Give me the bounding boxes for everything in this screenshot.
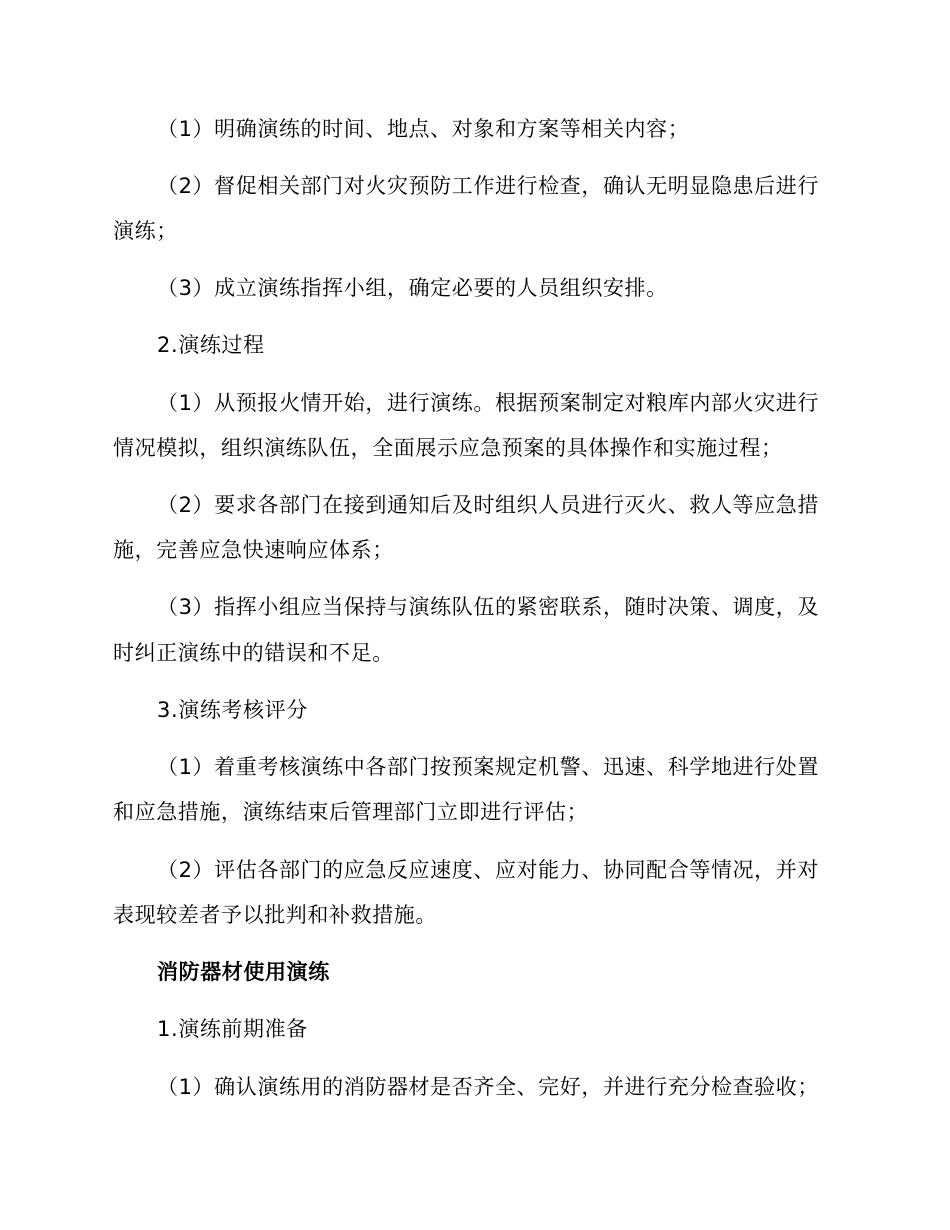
paragraph-line: （3）指挥小组应当保持与演练队伍的紧密联系，随时决策、调度，及 — [157, 595, 819, 619]
paragraph-line: （1）从预报火情开始，进行演练。根据预案制定对粮库内部火灾进行 — [157, 391, 819, 415]
section-heading: 3.演练考核评分 — [157, 698, 308, 722]
paragraph-line: （2）督促相关部门对火灾预防工作进行检查，确认无明显隐患后进行 — [157, 174, 819, 198]
section-title: 消防器材使用演练 — [157, 960, 330, 984]
section-heading: 1.演练前期准备 — [157, 1017, 308, 1041]
paragraph-line: 时纠正演练中的错误和不足。 — [113, 641, 394, 665]
paragraph-line: （1）确认演练用的消防器材是否齐全、完好，并进行充分检查验收； — [157, 1075, 819, 1099]
paragraph-line: （1）着重考核演练中各部门按预案规定机警、迅速、科学地进行处置 — [157, 755, 819, 779]
paragraph-line: （3）成立演练指挥小组，确定必要的人员组织安排。 — [157, 276, 668, 300]
paragraph-line: 情况模拟，组织演练队伍，全面展示应急预案的具体操作和实施过程； — [113, 436, 783, 460]
paragraph-line: 和应急措施，演练结束后管理部门立即进行评估； — [113, 800, 589, 824]
paragraph-line: 表现较差者予以批判和补救措施。 — [113, 903, 437, 927]
paragraph-line: 施，完善应急快速响应体系； — [113, 538, 394, 562]
section-heading: 2.演练过程 — [157, 333, 265, 357]
paragraph-line: 演练； — [113, 219, 178, 243]
paragraph-line: （1）明确演练的时间、地点、对象和方案等相关内容； — [157, 117, 690, 141]
paragraph-line: （2）要求各部门在接到通知后及时组织人员进行灭火、救人等应急措 — [157, 493, 819, 517]
paragraph-line: （2）评估各部门的应急反应速度、应对能力、协同配合等情况，并对 — [157, 858, 819, 882]
